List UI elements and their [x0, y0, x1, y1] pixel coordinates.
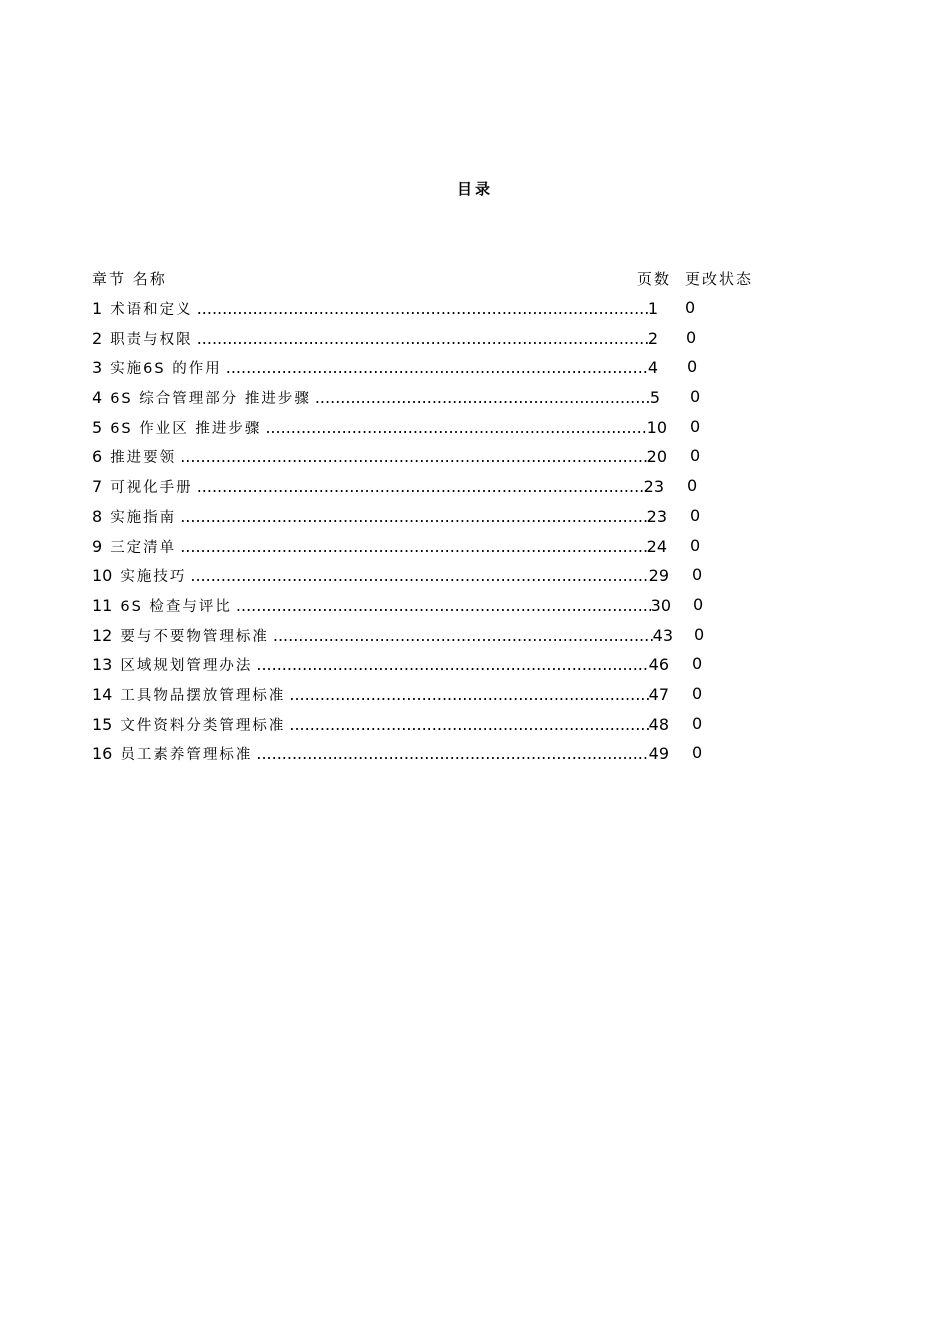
change-status: 0	[690, 416, 701, 436]
change-status: 0	[692, 713, 703, 733]
chapter-title: 术语和定义	[110, 302, 193, 318]
page-number: 24	[646, 536, 667, 556]
chapter-number: 2	[92, 328, 103, 348]
chapter-title: 三定清单	[110, 539, 177, 556]
toc-entry	[92, 298, 658, 319]
dot-leader	[289, 715, 648, 734]
table-of-contents	[92, 298, 732, 773]
toc-entry	[92, 357, 658, 378]
page-number: 5	[649, 388, 660, 408]
toc-row	[92, 417, 732, 447]
page-number: 23	[643, 477, 664, 497]
dot-leader	[180, 537, 646, 556]
change-status: 0	[690, 387, 701, 407]
toc-entry	[92, 536, 667, 557]
chapter-number: 1	[92, 299, 103, 318]
chapter-title: 区域规划管理办法	[120, 658, 253, 675]
chapter-number: 8	[92, 506, 103, 526]
dot-leader	[236, 596, 651, 615]
toc-entry	[92, 625, 673, 646]
dot-leader	[265, 418, 646, 437]
change-status: 0	[692, 654, 703, 674]
page-number: 46	[648, 655, 669, 675]
toc-entry	[92, 595, 671, 616]
toc-entry	[92, 328, 658, 349]
toc-row	[92, 684, 732, 714]
header-chapter-name: 章节 名称	[92, 270, 167, 288]
chapter-title: 实施技巧	[120, 569, 187, 586]
chapter-title: 6S 作业区 推进步骤	[110, 420, 262, 437]
toc-entry	[92, 565, 669, 586]
toc-row	[92, 743, 732, 773]
dot-leader	[289, 685, 648, 704]
toc-row	[92, 506, 732, 536]
page-title: 目录	[456, 180, 493, 198]
toc-row	[92, 446, 732, 476]
chapter-title: 文件资料分类管理标准	[120, 717, 286, 734]
toc-row	[92, 654, 732, 684]
change-status: 0	[685, 298, 696, 317]
toc-entry	[92, 714, 669, 735]
page-number: 10	[646, 417, 667, 437]
chapter-title: 实施指南	[110, 509, 177, 526]
page-number: 47	[648, 684, 669, 704]
dot-leader	[226, 358, 648, 377]
chapter-title: 员工素养管理标准	[120, 747, 253, 764]
dot-leader	[197, 477, 644, 496]
page-number: 1	[647, 299, 658, 318]
page-number: 2	[647, 328, 658, 348]
dot-leader	[197, 299, 648, 318]
dot-leader	[190, 566, 648, 585]
chapter-number: 9	[92, 536, 103, 556]
chapter-number: 14	[92, 684, 113, 704]
toc-entry	[92, 654, 669, 675]
page-number: 4	[647, 358, 658, 378]
change-status: 0	[687, 476, 698, 496]
page-number: 20	[646, 447, 667, 467]
toc-row	[92, 714, 732, 744]
dot-leader	[256, 744, 648, 763]
toc-entry	[92, 417, 667, 438]
chapter-title: 6S 检查与评比	[120, 598, 232, 615]
chapter-number: 15	[92, 714, 113, 734]
toc-row	[92, 536, 732, 566]
dot-leader	[256, 655, 648, 674]
chapter-number: 11	[92, 595, 113, 615]
page-number: 30	[650, 595, 671, 615]
change-status: 0	[692, 743, 703, 763]
chapter-number: 13	[92, 655, 113, 675]
page-number: 29	[648, 566, 669, 586]
chapter-title: 工具物品摆放管理标准	[120, 687, 286, 704]
page-number: 23	[646, 506, 667, 526]
toc-row	[92, 625, 732, 655]
toc-row	[92, 328, 732, 358]
change-status: 0	[692, 683, 703, 703]
page-number: 43	[652, 625, 673, 645]
chapter-number: 4	[92, 388, 103, 408]
toc-row	[92, 476, 732, 506]
change-status: 0	[687, 357, 698, 377]
dot-leader	[180, 447, 646, 466]
chapter-number: 10	[92, 566, 113, 586]
page-number: 49	[648, 744, 669, 764]
chapter-number: 3	[92, 358, 103, 378]
dot-leader	[197, 329, 648, 348]
chapter-number: 6	[92, 447, 103, 467]
change-status: 0	[690, 535, 701, 555]
toc-row	[92, 298, 732, 328]
chapter-number: 5	[92, 417, 103, 437]
change-status: 0	[690, 505, 701, 525]
change-status: 0	[694, 624, 705, 644]
dot-leader	[180, 507, 646, 526]
header-change-status: 更改状态	[685, 270, 754, 288]
toc-entry	[92, 387, 660, 408]
chapter-title: 要与不要物管理标准	[120, 628, 269, 645]
toc-entry	[92, 476, 664, 497]
toc-entry	[92, 446, 667, 467]
toc-row	[92, 595, 732, 625]
chapter-title: 推进要领	[110, 450, 177, 467]
toc-row	[92, 357, 732, 387]
change-status: 0	[693, 594, 704, 614]
toc-entry	[92, 506, 667, 527]
toc-row	[92, 565, 732, 595]
header-page-count: 页数	[637, 270, 672, 288]
chapter-title: 职责与权限	[110, 331, 193, 348]
dot-leader	[273, 626, 653, 645]
change-status: 0	[690, 446, 701, 466]
toc-entry	[92, 684, 669, 705]
change-status: 0	[686, 327, 697, 347]
toc-row	[92, 387, 732, 417]
change-status: 0	[692, 565, 703, 585]
page-number: 48	[648, 714, 669, 734]
chapter-title: 可视化手册	[110, 480, 193, 497]
chapter-title: 6S 综合管理部分 推进步骤	[110, 391, 311, 408]
toc-entry	[92, 743, 669, 764]
dot-leader	[315, 388, 650, 407]
chapter-number: 12	[92, 625, 113, 645]
chapter-number: 16	[92, 744, 113, 764]
chapter-number: 7	[92, 477, 103, 497]
toc-header	[92, 268, 772, 290]
chapter-title: 实施6S 的作用	[110, 361, 222, 378]
